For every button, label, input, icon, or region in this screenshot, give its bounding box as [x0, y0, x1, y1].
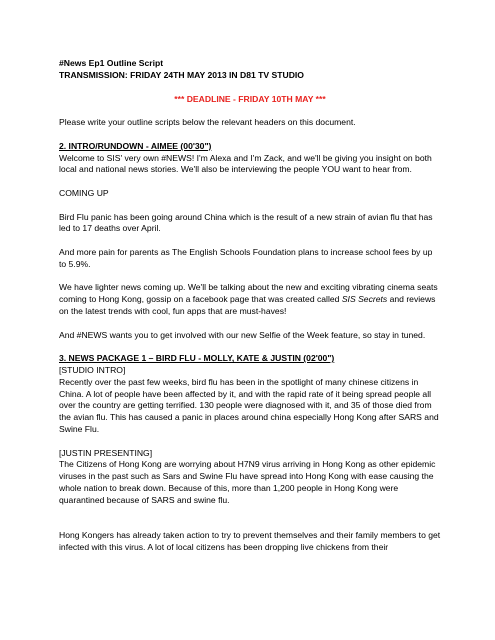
hong-kongers-paragraph: Hong Kongers has already taken action to try to prevent themselves and their family members to get infected with this virus. A lot of local citizens has been dropping live chickens from their: [59, 530, 441, 552]
section-2-heading: 2. INTRO/RUNDOWN - AIMEE (00'30"): [59, 140, 212, 151]
section-3-heading: 3. NEWS PACKAGE 1 – BIRD FLU - MOLLY, KATE & JUSTIN (02'00"): [59, 353, 335, 364]
coming-up-label: COMING UP: [59, 187, 109, 198]
studio-intro-label: [STUDIO INTRO]: [59, 364, 126, 375]
sis-secrets-title: SIS Secrets: [341, 294, 388, 305]
lighter-news-text-end: and reviews on the latest trends with cool, fun apps that are must-haves!: [59, 294, 436, 316]
school-fees-paragraph: And more pain for parents as The English Schools Foundation plans to increase school fees by up to 5.9%.: [59, 246, 433, 269]
transmission-line: TRANSMISSION: FRIDAY 24TH MAY 2013 IN D81 TV STUDIO: [59, 69, 304, 80]
instruction-text: Please write your outline scripts below the relevant headers on this document.: [59, 117, 356, 128]
bird-flu-paragraph: Bird Flu panic has been going around China which is the result of a new strain of avian flu that has led to 17 deaths over April.: [59, 211, 433, 234]
selfie-paragraph: And #NEWS wants you to get involved with our new Selfie of the Week feature, so stay in tuned.: [59, 329, 426, 340]
welcome-paragraph: Welcome to SIS' very own #NEWS! I'm Alexa and I'm Zack, and we'll be giving you insight on both local and national news stories. We'll also be interviewing the people YOU want to hear from.: [59, 152, 432, 175]
deadline-banner: *** DEADLINE - FRIDAY 10TH MAY ***: [174, 93, 326, 104]
lighter-news-paragraph: [59, 282, 441, 317]
justin-presenting-label: [JUSTIN PRESENTING]: [59, 447, 153, 458]
studio-intro-paragraph: Recently over the past few weeks, bird flu has been in the spotlight of many chinese citizens in China. A lot of people have been affected by it, and with the rapid rate of it being spread people all over the country are getting terrified. 130 people were diagnosed with it, and 35 of those died from the avian flu. This has caused a panic in places around china especially Hong Kong after SARS and Swine Flu.: [59, 376, 439, 434]
justin-paragraph: The Citizens of Hong Kong are worrying about H7N9 virus arriving in Hong Kong as other epidemic viruses in the past such as Sars and Swine Flu have spread into Hong Kong with ease causing the whole nation to break down. Because of this, more than 1,200 people in Hong Kong were quarantined because of SARS and swine flu.: [59, 459, 436, 505]
lighter-news-text-start: We have lighter news coming up. We'll be talking about the new and exciting vibrating cinema seats coming to Hong Kong, gossip on a facebook page that was created called: [59, 282, 438, 305]
document-page: [59, 58, 441, 554]
document-title: #News Ep1 Outline Script: [59, 58, 164, 68]
